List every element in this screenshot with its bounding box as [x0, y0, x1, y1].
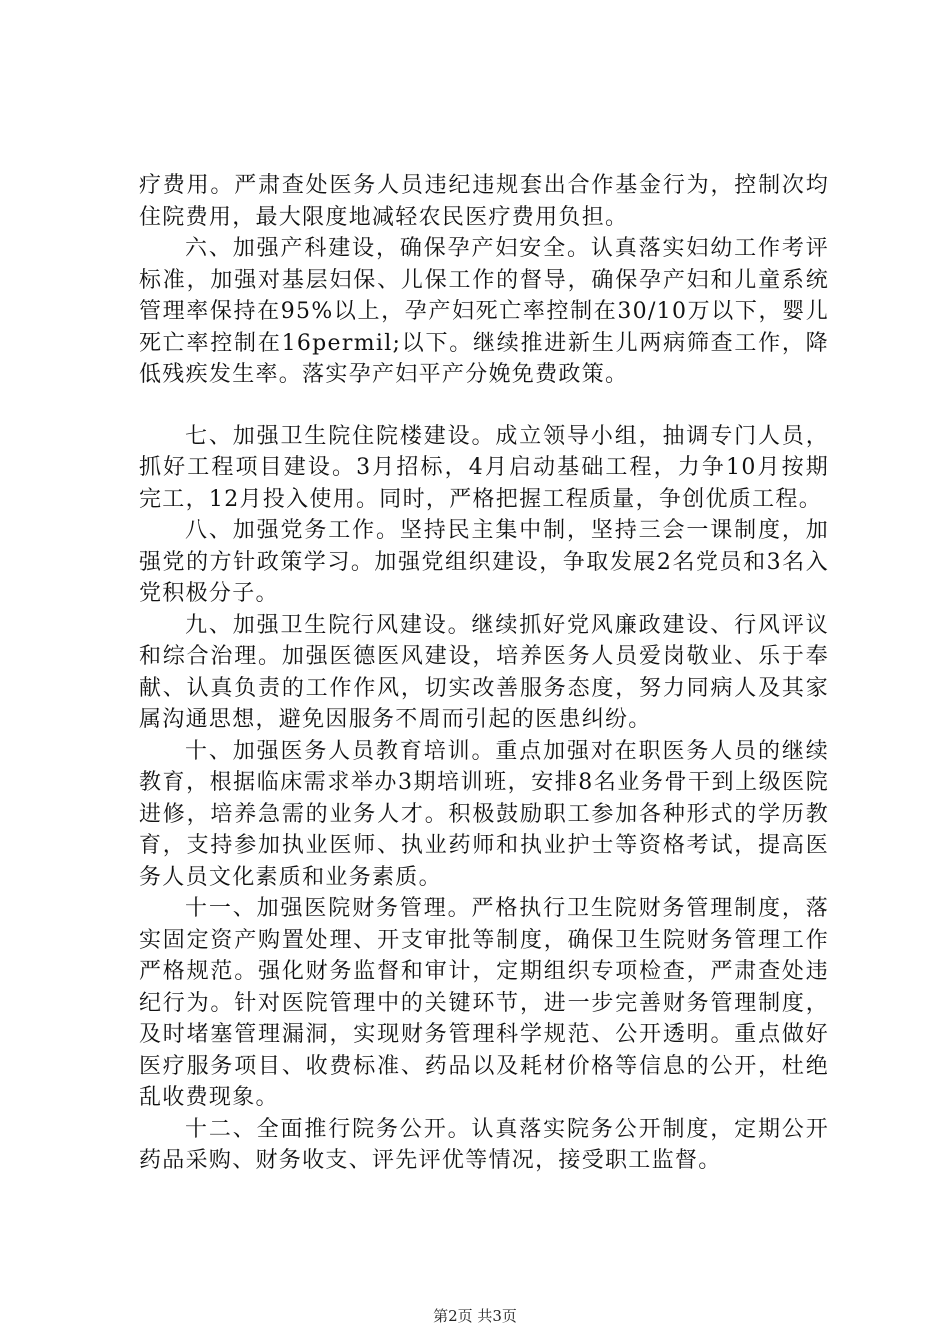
- page-number-footer: 第2页 共3页: [433, 1307, 517, 1325]
- document-body: [139, 170, 829, 1177]
- paragraph-section-10: 十、加强医务人员教育培训。重点加强对在职医务人员的继续教育，根据临床需求举办3期培训班，安排8名业务骨干到上级医院进修，培养急需的业务人才。积极鼓励职工参加各种形式的学历教育，支持参加执业医师、执业药师和执业护士等资格考试，提高医务人员文化素质和业务素质。: [139, 738, 829, 890]
- paragraph-section-9: 九、加强卫生院行风建设。继续抓好党风廉政建设、行风评议和综合治理。加强医德医风建设，培养医务人员爱岗敬业、乐于奉献、认真负责的工作作风，切实改善服务态度，努力同病人及其家属沟通思想，避免因服务不周而引起的医患纠纷。: [139, 612, 829, 732]
- paragraph-section-11: 十一、加强医院财务管理。严格执行卫生院财务管理制度，落实固定资产购置处理、开支审批等制度，确保卫生院财务管理工作严格规范。强化财务监督和审计，定期组织专项检查，严肃查处违纪行为。针对医院管理中的关键环节，进一步完善财务管理制度，及时堵塞管理漏洞，实现财务管理科学规范、公开透明。重点做好医疗服务项目、收费标准、药品以及耗材价格等信息的公开，杜绝乱收费现象。: [139, 896, 829, 1110]
- paragraph-continuation: 疗费用。严肃查处医务人员违纪违规套出合作基金行为，控制次均住院费用，最大限度地减轻农民医疗费用负担。: [139, 173, 829, 230]
- paragraph-section-8: 八、加强党务工作。坚持民主集中制，坚持三会一课制度，加强党的方针政策学习。加强党组织建设，争取发展2名党员和3名入党积极分子。: [139, 518, 829, 606]
- paragraph-section-7: 七、加强卫生院住院楼建设。成立领导小组，抽调专门人员，抓好工程项目建设。3月招标，4月启动基础工程，力争10月按期完工，12月投入使用。同时，严格把握工程质量，争创优质工程。: [139, 423, 829, 512]
- paragraph-section-12: 十二、全面推行院务公开。认真落实院务公开制度，定期公开药品采购、财务收支、评先评优等情况，接受职工监督。: [139, 1116, 829, 1173]
- paragraph-section-6: 六、加强产科建设，确保孕产妇安全。认真落实妇幼工作考评标准，加强对基层妇保、儿保工作的督导，确保孕产妇和儿童系统管理率保持在95%以上，孕产妇死亡率控制在30/10万以下，婴儿死亡率控制在16permil;以下。继续推进新生儿两病筛查工作，降低残疾发生率。落实孕产妇平产分娩免费政策。: [139, 236, 829, 387]
